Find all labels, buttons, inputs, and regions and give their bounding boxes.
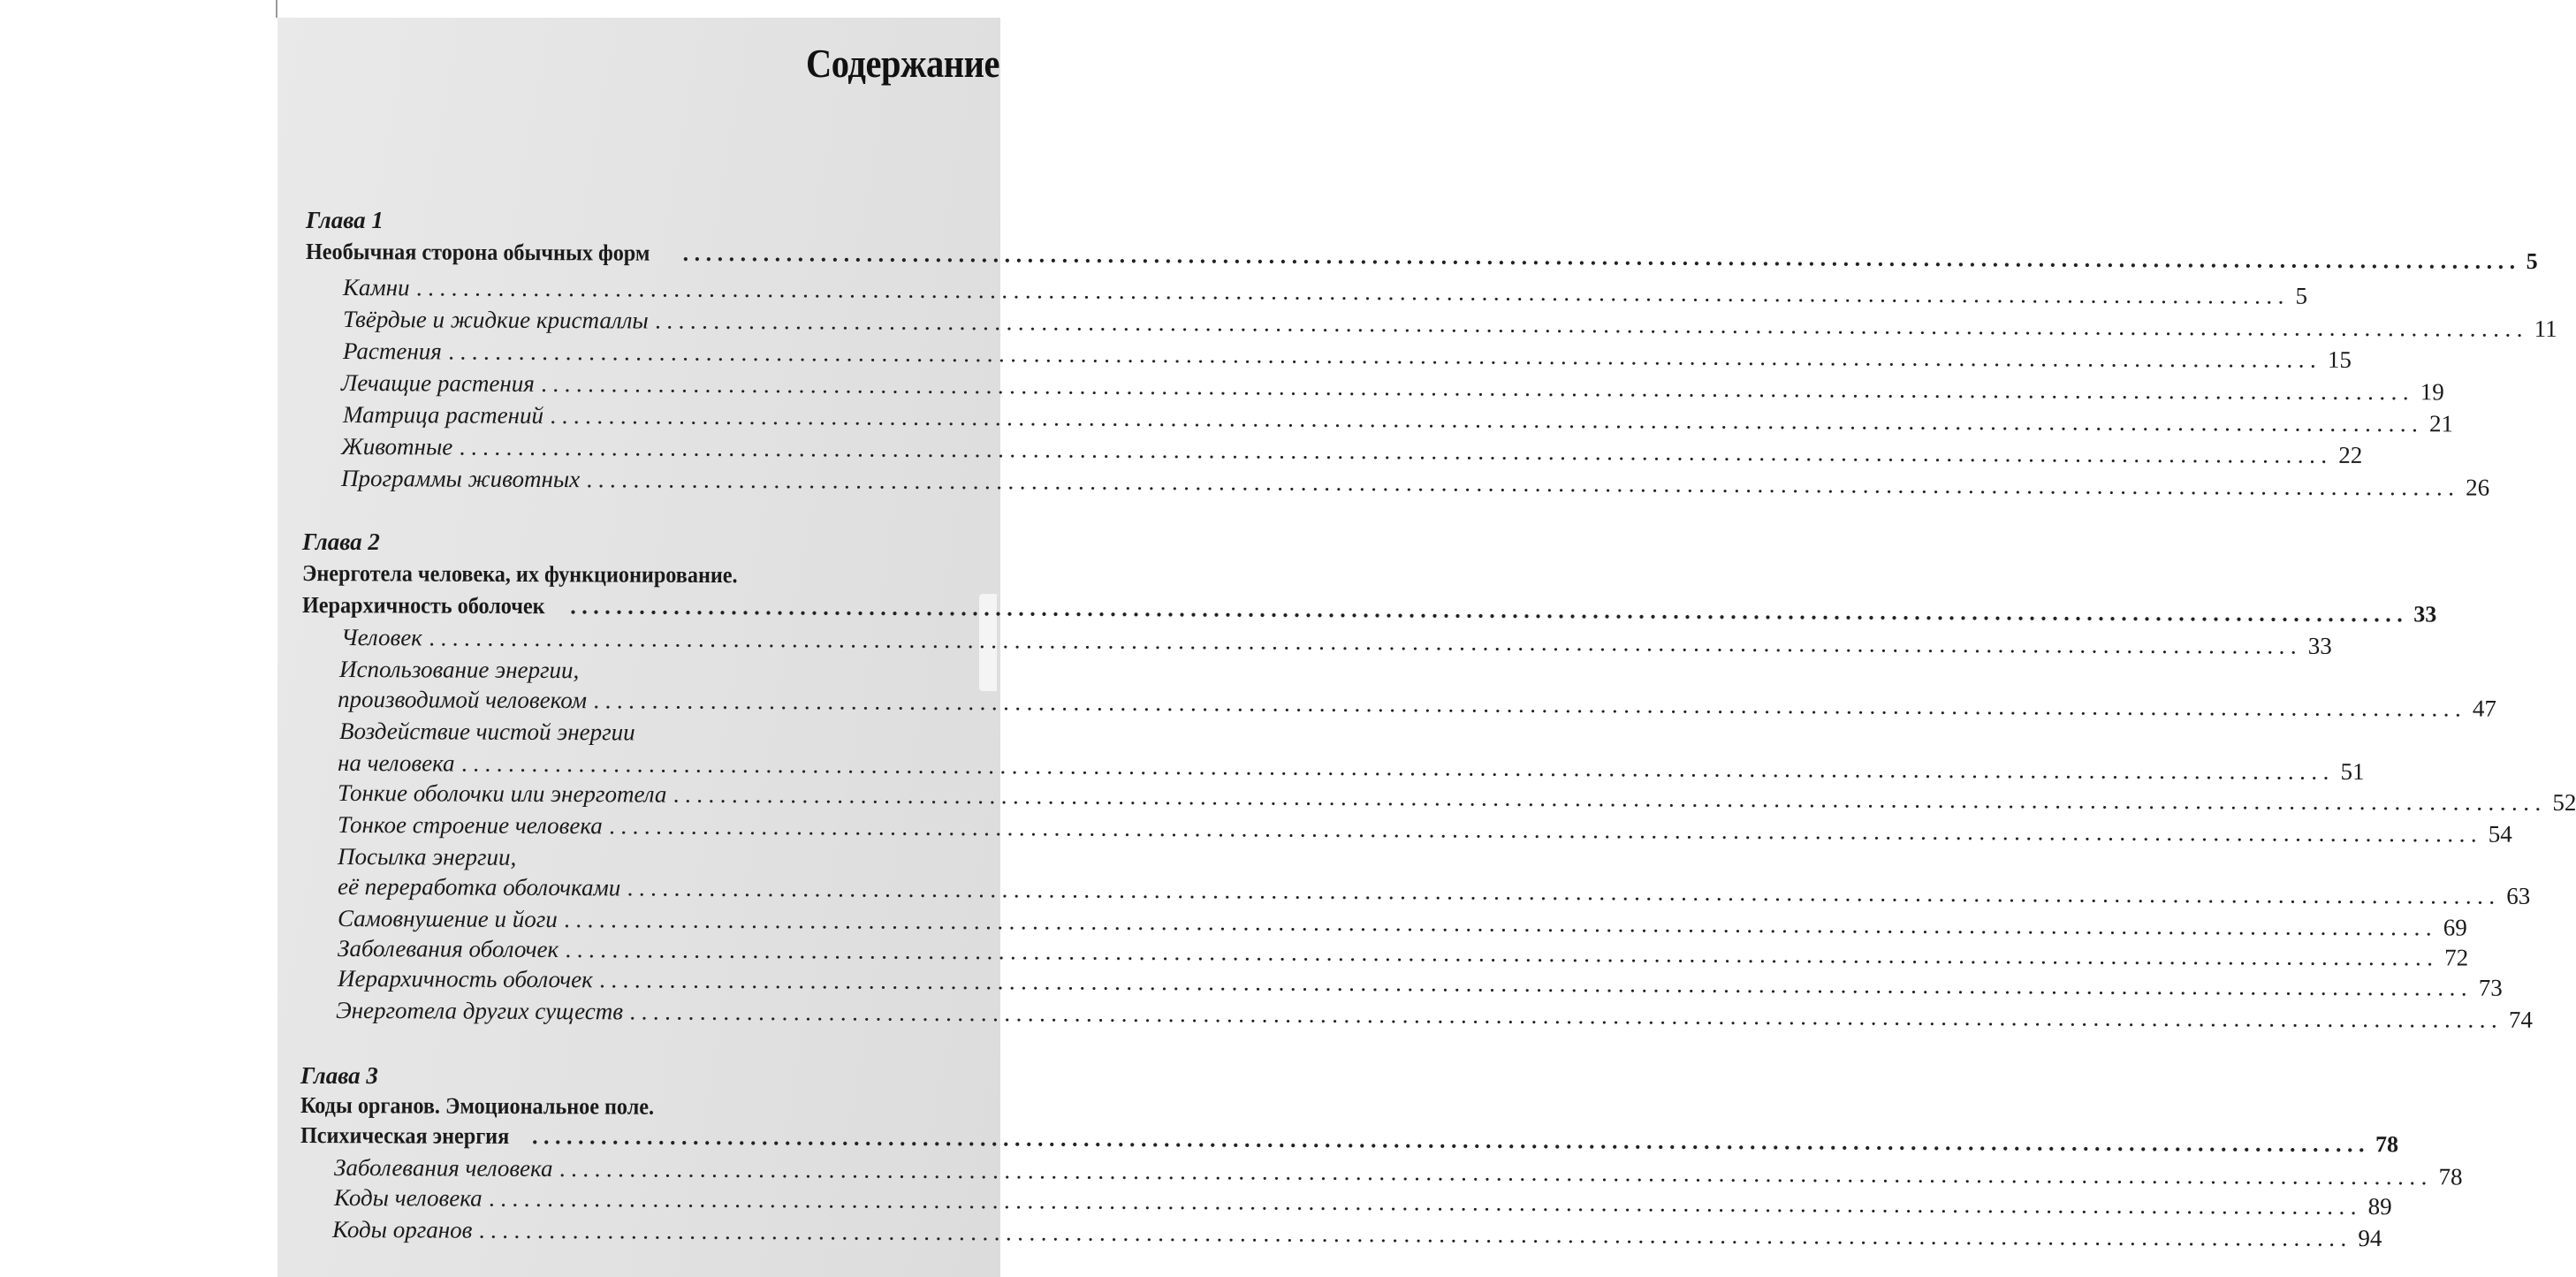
toc-entry — [333, 1182, 2392, 1220]
dot-leader: ................................................................................................................................................................ — [550, 402, 2425, 437]
entry-title: Коды органов. Эмоциональное поле. — [300, 1092, 655, 1120]
dot-leader: ................................................................................................................................................................ — [599, 966, 2473, 1001]
toc-entry — [337, 871, 2531, 909]
toc-entry — [337, 963, 2503, 1001]
chapter-heading — [300, 1091, 680, 1122]
entry-title: Матрица растений — [342, 401, 544, 429]
toc-entry — [342, 399, 2454, 437]
toc-entry — [342, 336, 2352, 373]
dot-leader: ................................................................................................................................................................ — [416, 274, 2291, 309]
page-number: 78 — [2375, 1131, 2399, 1158]
dot-leader: ................................................................................................................................................................ — [479, 1216, 2353, 1251]
dot-leader: ................................................................................................................................................................ — [673, 780, 2548, 816]
toc-entry — [331, 1214, 2382, 1252]
dot-leader: ................................................................................................................................................................ — [559, 1155, 2434, 1190]
chapter-heading — [300, 1121, 2399, 1158]
dot-leader: ................................................................................................................................................................ — [629, 998, 2504, 1033]
page-number: 21 — [2428, 410, 2454, 437]
entry-title: Тонкое строение человека — [337, 811, 603, 840]
page-number: 5 — [2295, 282, 2308, 309]
toc-entry — [337, 748, 2365, 786]
entry-title: Иерархичность оболочек — [301, 592, 545, 619]
entry-title: Животные — [340, 433, 453, 460]
toc-entry — [337, 778, 2576, 817]
page-number: 47 — [2472, 695, 2497, 722]
previous-page-edge — [276, 0, 277, 18]
page-number: 51 — [2340, 757, 2365, 786]
toc-entry — [337, 684, 2497, 722]
entry-title: Коды органов — [331, 1216, 473, 1243]
entry-title: Использование энергии, — [338, 656, 580, 684]
entry-title: Иерархичность оболочек — [337, 965, 593, 993]
chapter-label: Глава 2 — [302, 528, 380, 555]
page-number: 26 — [2466, 474, 2490, 501]
entry-title: Растения — [342, 338, 442, 365]
entry-title: её переработка оболочками — [337, 873, 621, 901]
entry-title: Камни — [342, 274, 410, 301]
page-title: Содержание — [806, 41, 1000, 86]
dot-leader: ................................................................................................................................................................ — [460, 433, 2334, 468]
chapter-label: Глава 3 — [300, 1062, 378, 1089]
dot-leader: ................................................................................................................................................................ — [566, 936, 2440, 971]
toc-entry — [340, 368, 2444, 406]
toc-entry — [338, 841, 516, 872]
dot-leader: ................................................................................................................................................................ — [541, 369, 2415, 406]
entry-title: Самовнушение и йоги — [337, 905, 558, 933]
dot-leader: ................................................................................................................................................................ — [570, 593, 2409, 627]
page-number: 94 — [2358, 1225, 2382, 1252]
entry-title: Заболевания человека — [333, 1154, 553, 1182]
entry-title: Психическая энергия — [300, 1122, 510, 1150]
toc-entry — [339, 654, 579, 685]
page-number: 52 — [2552, 788, 2576, 817]
page-number: 63 — [2506, 882, 2531, 909]
toc-entry — [333, 1152, 2463, 1190]
entry-title: Лечащие растения — [340, 369, 535, 397]
toc-entry — [342, 272, 2308, 309]
page-number: 33 — [2413, 601, 2437, 627]
entry-title: Необычная сторона обычных форм — [305, 239, 650, 266]
page-number: 69 — [2443, 914, 2467, 941]
chapter-heading — [305, 237, 2538, 275]
toc-entry — [340, 463, 2490, 501]
page-number: 33 — [2307, 632, 2332, 659]
entry-title: Воздействие чистой энергии — [338, 718, 635, 746]
chapter-heading — [302, 559, 771, 590]
dot-leader: ................................................................................................................................................................ — [587, 466, 2461, 501]
entry-title: Заболевания оболочек — [337, 935, 559, 963]
dot-leader: ................................................................................................................................................................ — [655, 307, 2529, 342]
dot-leader: ................................................................................................................................................................ — [461, 749, 2336, 785]
dot-leader: ................................................................................................................................................................ — [564, 906, 2438, 941]
entry-title: Коды человека — [333, 1184, 483, 1212]
toc-entry — [340, 431, 2363, 468]
toc-entry — [335, 995, 2534, 1033]
page-number: 15 — [2327, 346, 2352, 373]
dot-leader: ................................................................................................................................................................ — [593, 687, 2468, 722]
entry-title: Человек — [340, 624, 422, 651]
toc-entry — [339, 716, 635, 747]
toc-entry — [337, 810, 2512, 848]
entry-title: Твёрдые и жидкие кристаллы — [342, 306, 649, 334]
entry-title: Посылка энергии, — [337, 843, 517, 870]
dot-leader: ................................................................................................................................................................ — [429, 624, 2303, 659]
page-number: 72 — [2444, 944, 2469, 971]
dot-leader: ................................................................................................................................................................ — [609, 812, 2483, 848]
dot-leader: ................................................................................................................................................................ — [682, 239, 2521, 274]
entry-title: на человека — [337, 749, 455, 777]
entry-title: Программы животных — [340, 465, 581, 493]
dot-leader: ................................................................................................................................................................ — [489, 1184, 2363, 1220]
page-number: 5 — [2526, 247, 2538, 275]
page-number: 78 — [2438, 1163, 2463, 1190]
chapter-label: Глава 1 — [306, 207, 384, 233]
toc-entry — [342, 304, 2557, 342]
entry-title: Энерготела человека, их функционирование. — [301, 560, 738, 589]
entry-title: производимой человеком — [337, 686, 588, 714]
page-number: 73 — [2478, 974, 2503, 1001]
page-number: 22 — [2338, 441, 2363, 468]
entry-title: Энерготела других существ — [335, 997, 624, 1025]
toc-entry — [337, 903, 2467, 941]
page-number: 19 — [2420, 378, 2444, 406]
page-number: 11 — [2534, 315, 2557, 342]
toc-entry — [340, 622, 2332, 659]
chapter-heading — [301, 590, 2437, 627]
dot-leader: ................................................................................................................................................................ — [627, 874, 2502, 909]
dot-leader: ................................................................................................................................................................ — [448, 338, 2322, 373]
page-number: 54 — [2488, 820, 2512, 848]
toc-entry — [337, 933, 2469, 971]
page-number: 89 — [2367, 1193, 2392, 1220]
entry-title: Тонкие оболочки или энерготела — [337, 779, 667, 808]
dot-leader: ................................................................................................................................................................ — [531, 1123, 2371, 1158]
page-number: 74 — [2508, 1006, 2534, 1033]
